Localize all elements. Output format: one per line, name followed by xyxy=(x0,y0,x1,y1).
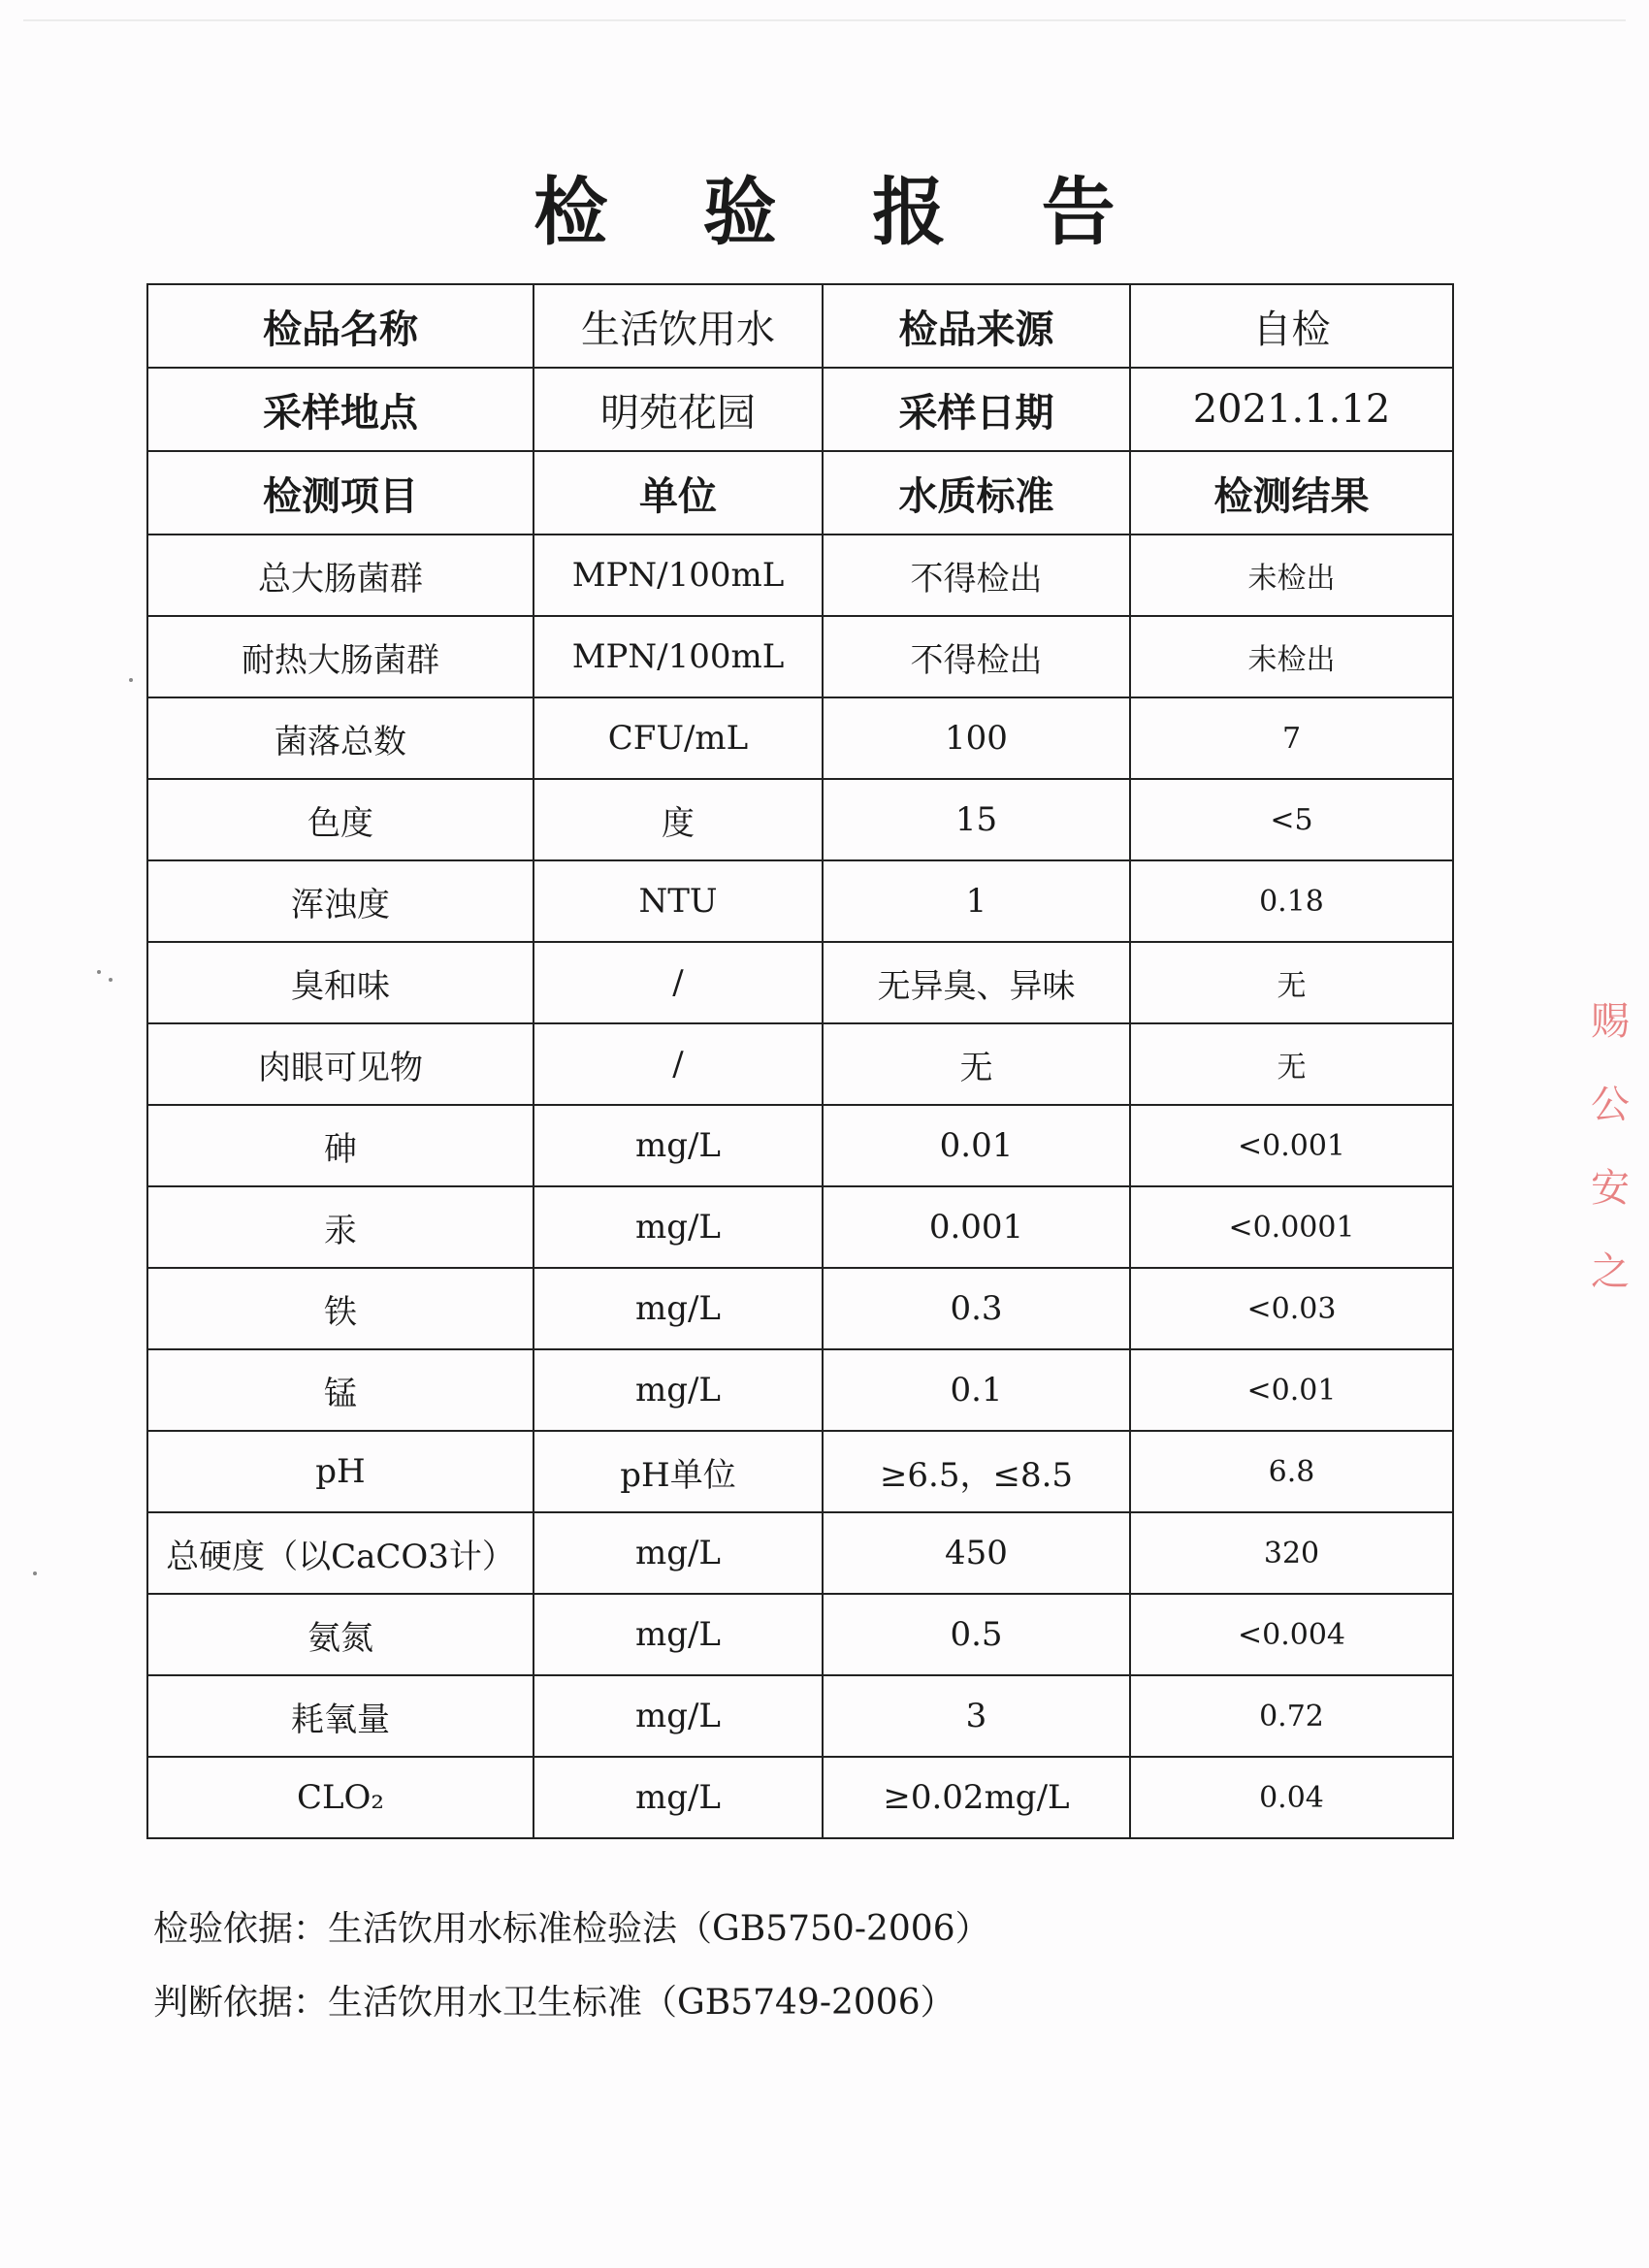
red-seal-fragment: 赐 公 安 之 xyxy=(1591,999,1630,1294)
cell-standard: 100 xyxy=(823,697,1130,779)
table-row xyxy=(147,1431,1453,1512)
cell-unit: CFU/mL xyxy=(534,697,823,779)
table-row xyxy=(147,535,1453,616)
label-sampling-date: 采样日期 xyxy=(823,368,1130,451)
table-row xyxy=(147,1757,1453,1838)
cell-unit: mg/L xyxy=(534,1757,823,1838)
cell-standard: 450 xyxy=(823,1512,1130,1594)
table-row xyxy=(147,860,1453,942)
table-row xyxy=(147,1512,1453,1594)
cell-standard: 15 xyxy=(823,779,1130,860)
cell-item: pH xyxy=(147,1431,534,1512)
table-row xyxy=(147,1594,1453,1675)
cell-unit: pH单位 xyxy=(534,1431,823,1512)
cell-result: 0.04 xyxy=(1130,1757,1453,1838)
cell-unit: MPN/100mL xyxy=(534,535,823,616)
cell-unit: mg/L xyxy=(534,1268,823,1349)
cell-item: 肉眼可见物 xyxy=(147,1023,534,1105)
cell-item: 总大肠菌群 xyxy=(147,535,534,616)
cell-unit: 度 xyxy=(534,779,823,860)
cell-standard: 3 xyxy=(823,1675,1130,1757)
cell-result: 无 xyxy=(1130,1023,1453,1105)
cell-result: <0.03 xyxy=(1130,1268,1453,1349)
value-sample-name: 生活饮用水 xyxy=(534,284,823,368)
cell-unit: mg/L xyxy=(534,1186,823,1268)
table-row xyxy=(147,779,1453,860)
info-row-sampling xyxy=(147,368,1453,451)
cell-standard: 0.001 xyxy=(823,1186,1130,1268)
cell-standard: ≥6.5，≤8.5 xyxy=(823,1431,1130,1512)
value-sampling-site: 明苑花园 xyxy=(534,368,823,451)
cell-standard: 不得检出 xyxy=(823,535,1130,616)
cell-unit: MPN/100mL xyxy=(534,616,823,697)
scan-speck xyxy=(109,978,113,982)
column-header-item: 检测项目 xyxy=(147,451,534,535)
cell-standard: 0.3 xyxy=(823,1268,1130,1349)
cell-result: <0.001 xyxy=(1130,1105,1453,1186)
cell-item: 浑浊度 xyxy=(147,860,534,942)
cell-result: <0.0001 xyxy=(1130,1186,1453,1268)
cell-standard: 不得检出 xyxy=(823,616,1130,697)
cell-result: 无 xyxy=(1130,942,1453,1023)
table-row xyxy=(147,1186,1453,1268)
cell-unit: mg/L xyxy=(534,1349,823,1431)
cell-standard: 1 xyxy=(823,860,1130,942)
cell-standard: 无 xyxy=(823,1023,1130,1105)
cell-item: 氨氮 xyxy=(147,1594,534,1675)
cell-standard: 0.1 xyxy=(823,1349,1130,1431)
cell-unit: mg/L xyxy=(534,1675,823,1757)
table-row xyxy=(147,616,1453,697)
cell-result: 0.72 xyxy=(1130,1675,1453,1757)
cell-item: 臭和味 xyxy=(147,942,534,1023)
label-sample-source: 检品来源 xyxy=(823,284,1130,368)
info-row-sample xyxy=(147,284,1453,368)
cell-item: 耗氧量 xyxy=(147,1675,534,1757)
label-sampling-site: 采样地点 xyxy=(147,368,534,451)
column-header-unit: 单位 xyxy=(534,451,823,535)
cell-standard: 无异臭、异味 xyxy=(823,942,1130,1023)
cell-result: 6.8 xyxy=(1130,1431,1453,1512)
cell-result: <0.004 xyxy=(1130,1594,1453,1675)
cell-standard: 0.5 xyxy=(823,1594,1130,1675)
value-sampling-date: 2021.1.12 xyxy=(1130,368,1453,451)
cell-result: 0.18 xyxy=(1130,860,1453,942)
table-row xyxy=(147,942,1453,1023)
cell-item: 铁 xyxy=(147,1268,534,1349)
column-header-row xyxy=(147,451,1453,535)
scan-speck xyxy=(97,970,101,974)
table-row xyxy=(147,1349,1453,1431)
table-row xyxy=(147,1675,1453,1757)
cell-result: <5 xyxy=(1130,779,1453,860)
cell-item: 锰 xyxy=(147,1349,534,1431)
cell-result: 320 xyxy=(1130,1512,1453,1594)
cell-unit: / xyxy=(534,942,823,1023)
cell-unit: mg/L xyxy=(534,1105,823,1186)
table-row xyxy=(147,697,1453,779)
label-sample-name: 检品名称 xyxy=(147,284,534,368)
cell-item: 汞 xyxy=(147,1186,534,1268)
scan-speck xyxy=(129,678,133,682)
cell-result: 未检出 xyxy=(1130,535,1453,616)
cell-result: <0.01 xyxy=(1130,1349,1453,1431)
cell-standard: ≥0.02mg/L xyxy=(823,1757,1130,1838)
cell-item: CLO₂ xyxy=(147,1757,534,1838)
inspection-basis: 检验依据：生活饮用水标准检验法（GB5750-2006） xyxy=(153,1909,990,1949)
cell-unit: / xyxy=(534,1023,823,1105)
table-row xyxy=(147,1023,1453,1105)
column-header-standard: 水质标准 xyxy=(823,451,1130,535)
scan-edge xyxy=(23,19,1626,21)
report-table xyxy=(146,283,1454,1839)
cell-item: 总硬度（以CaCO3计） xyxy=(147,1512,534,1594)
table-row xyxy=(147,1268,1453,1349)
cell-result: 7 xyxy=(1130,697,1453,779)
cell-item: 砷 xyxy=(147,1105,534,1186)
cell-item: 菌落总数 xyxy=(147,697,534,779)
value-sample-source: 自检 xyxy=(1130,284,1453,368)
table-row xyxy=(147,1105,1453,1186)
cell-result: 未检出 xyxy=(1130,616,1453,697)
cell-unit: mg/L xyxy=(534,1512,823,1594)
cell-item: 耐热大肠菌群 xyxy=(147,616,534,697)
cell-standard: 0.01 xyxy=(823,1105,1130,1186)
cell-unit: NTU xyxy=(534,860,823,942)
scan-speck xyxy=(33,1571,37,1575)
cell-item: 色度 xyxy=(147,779,534,860)
judgement-basis: 判断依据：生活饮用水卫生标准（GB5749-2006） xyxy=(153,1983,955,2023)
cell-unit: mg/L xyxy=(534,1594,823,1675)
report-title: 检 验 报 告 xyxy=(534,169,1150,255)
column-header-result: 检测结果 xyxy=(1130,451,1453,535)
